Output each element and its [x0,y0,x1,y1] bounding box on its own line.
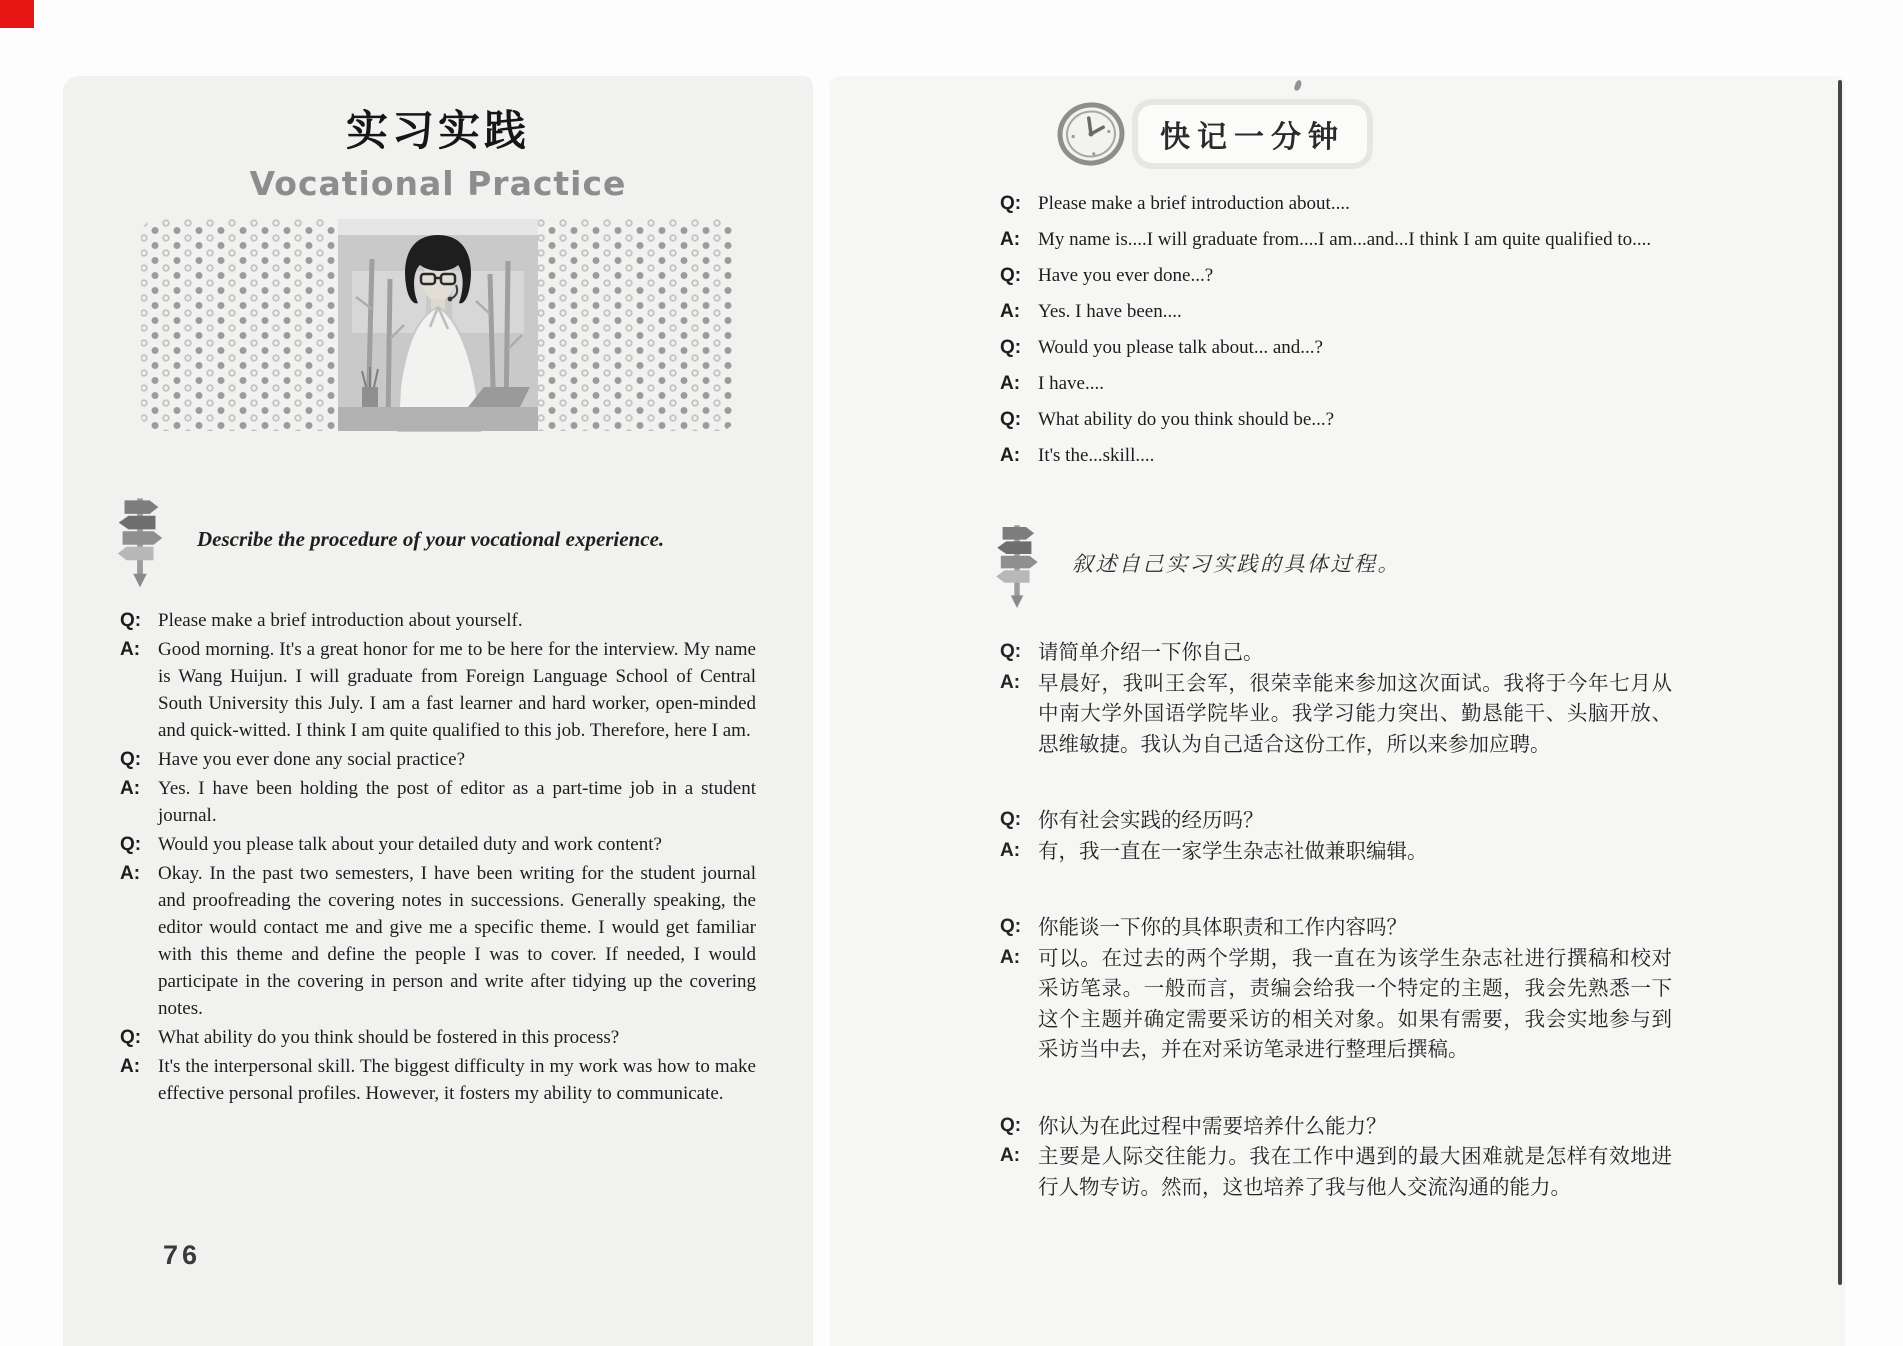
quick-notes-list [1000,192,1800,467]
answer-text: 可以。在过去的两个学期，我一直在为该学生杂志社进行撰稿和校对采访笔录。一般而言，责编会给我一个特定的主题，我会先熟悉一下这个主题并确定需要采访的相关对象。如果有需要，我会实地参与到采访当中去，并在对采访笔录进行整理后撰稿。 [1038,945,1672,1061]
answer-text: 早晨好，我叫王会军，很荣幸能来参加这次面试。我将于今年七月从中南大学外国语学院毕业。我学习能力突出、勤恳能干、头脑开放、思维敏捷。我认为自己适合这份工作，所以来参加应聘。 [1038,670,1672,756]
answer-row [1000,444,1800,467]
illustration-strip [141,219,735,431]
qa-group [1000,637,1672,759]
q-label: Q: [1000,409,1022,430]
answer-text: My name is....I will graduate from....I am...and...I think I am quite qualified to.... [1038,229,1652,250]
a-label: A: [120,778,141,799]
answer-text: It's the...skill.... [1038,445,1155,466]
section-header-label: 快记一分钟 [1138,105,1367,163]
qa-group [1000,805,1672,866]
page-title-chinese: 实习实践 [345,106,530,155]
a-label: A: [1000,301,1021,322]
question-row [1000,408,1800,431]
question-row [1000,637,1672,668]
woman-at-desk-illustration [338,219,538,431]
answer-row [1000,943,1672,1065]
qa-group [1000,1111,1672,1203]
section-header [1048,96,1845,172]
question-row [1000,336,1800,359]
question-row [1000,192,1800,215]
question-text: 你能谈一下你的具体职责和工作内容吗？ [1038,915,1407,939]
dot-pattern-left [141,219,338,431]
question-row [1000,805,1672,836]
q-label: Q: [1000,641,1022,662]
question-row [1000,264,1800,287]
chinese-dialogue [1000,637,1672,1202]
page-title-english: Vocational Practice [249,164,627,203]
a-label: A: [1000,946,1021,968]
answer-text: Okay. In the past two semesters, I have been writing for the student journal and proofreading the covering notes in successions. Generally speaking, the editor would contact me and give me a specific theme. I would get familiar with this theme and define the people I was to cover. If needed, I would participate in the covering in person and write after tidying up the covering notes. [158,863,756,1019]
quick-note-pair [1000,264,1800,323]
question-row [120,831,756,858]
answer-text: It's the interpersonal skill. The biggest difficulty in my work was how to make effective personal profiles. However, it fosters my ability to communicate. [158,1056,756,1104]
red-corner-mark [0,0,34,28]
q-label: Q: [1000,916,1022,937]
question-row [120,746,756,773]
question-text: Please make a brief introduction about yourself. [158,610,523,631]
answer-row [1000,836,1672,867]
quick-note-pair [1000,408,1800,467]
q-label: Q: [120,834,142,855]
page-edge-line [1838,80,1842,1285]
q-label: Q: [1000,809,1022,830]
answer-row [120,860,756,1022]
qa-group [120,607,756,744]
quick-note-pair [1000,192,1800,251]
a-label: A: [120,863,141,884]
q-label: Q: [1000,193,1022,214]
left-page [63,76,813,1346]
a-label: A: [120,1056,141,1077]
prompt-row [990,515,1845,611]
question-row [1000,1111,1672,1142]
question-text: 你有社会实践的经历吗？ [1038,808,1264,832]
answer-row [1000,300,1800,323]
q-label: Q: [1000,1114,1022,1136]
a-label: A: [1000,1145,1021,1166]
answer-text: Good morning. It's a great honor for me to be here for the interview. My name is Wang Huijun. I will graduate from Foreign Language School of Central South University this July. I am a fast learner and hard worker, open-minded and quick-witted. I think I am quite qualified to this job. Therefore, here I am. [158,639,756,741]
question-text: Please make a brief introduction about.... [1038,193,1350,214]
a-label: A: [1000,671,1021,693]
question-text: What ability do you think should be...? [1038,409,1335,430]
question-text: Have you ever done any social practice? [158,749,466,770]
q-label: Q: [120,749,142,770]
q-label: Q: [120,1027,142,1048]
question-text: Would you please talk about... and...? [1038,337,1323,358]
answer-text: Yes. I have been holding the post of editor as a part-time job in a student journal. [158,778,756,826]
answer-row [1000,1141,1672,1202]
q-label: Q: [120,610,142,631]
right-page [830,76,1845,1346]
prompt-row [111,489,813,589]
a-label: A: [1000,229,1021,250]
english-dialogue [120,607,756,1107]
answer-row [120,775,756,829]
question-text: Would you please talk about your detailed duty and work content? [158,834,662,855]
signpost-icon [990,515,1044,611]
signpost-icon [111,489,169,589]
question-row [120,1024,756,1051]
a-label: A: [1000,445,1021,466]
q-label: Q: [1000,337,1022,358]
question-row [1000,912,1672,943]
q-label: Q: [1000,265,1022,286]
a-label: A: [120,639,141,660]
answer-text: I have.... [1038,373,1104,394]
qa-group [120,1024,756,1107]
dot-pattern-right [538,219,735,431]
qa-group [120,746,756,829]
answer-text: 有，我一直在一家学生杂志社做兼职编辑。 [1038,838,1428,863]
a-label: A: [1000,839,1021,861]
answer-row [1000,372,1800,395]
answer-row [120,1053,756,1107]
qa-group [1000,912,1672,1065]
task-prompt: Describe the procedure of your vocational experience. [197,526,665,551]
task-prompt: 叙述自己实习实践的具体过程。 [1072,552,1401,576]
answer-row [1000,228,1800,251]
answer-text: 主要是人际交往能力。我在工作中遇到的最大困难就是怎样有效地进行人物专访。然而，这也培养了我与他人交流沟通的能力。 [1038,1144,1672,1199]
page-number: 76 [163,1240,202,1270]
question-text: 请简单介绍一下你自己。 [1038,640,1264,664]
quick-note-pair [1000,336,1800,395]
answer-row [120,636,756,744]
question-text: Have you ever done...? [1038,265,1214,286]
a-label: A: [1000,373,1021,394]
question-text: What ability do you think should be fostered in this process? [158,1027,620,1048]
question-text: 你认为在此过程中需要培养什么能力？ [1038,1113,1387,1138]
answer-row [1000,668,1672,760]
qa-group [120,831,756,1022]
question-row [120,607,756,634]
clock-icon [1048,96,1134,172]
answer-text: Yes. I have been.... [1038,301,1182,322]
